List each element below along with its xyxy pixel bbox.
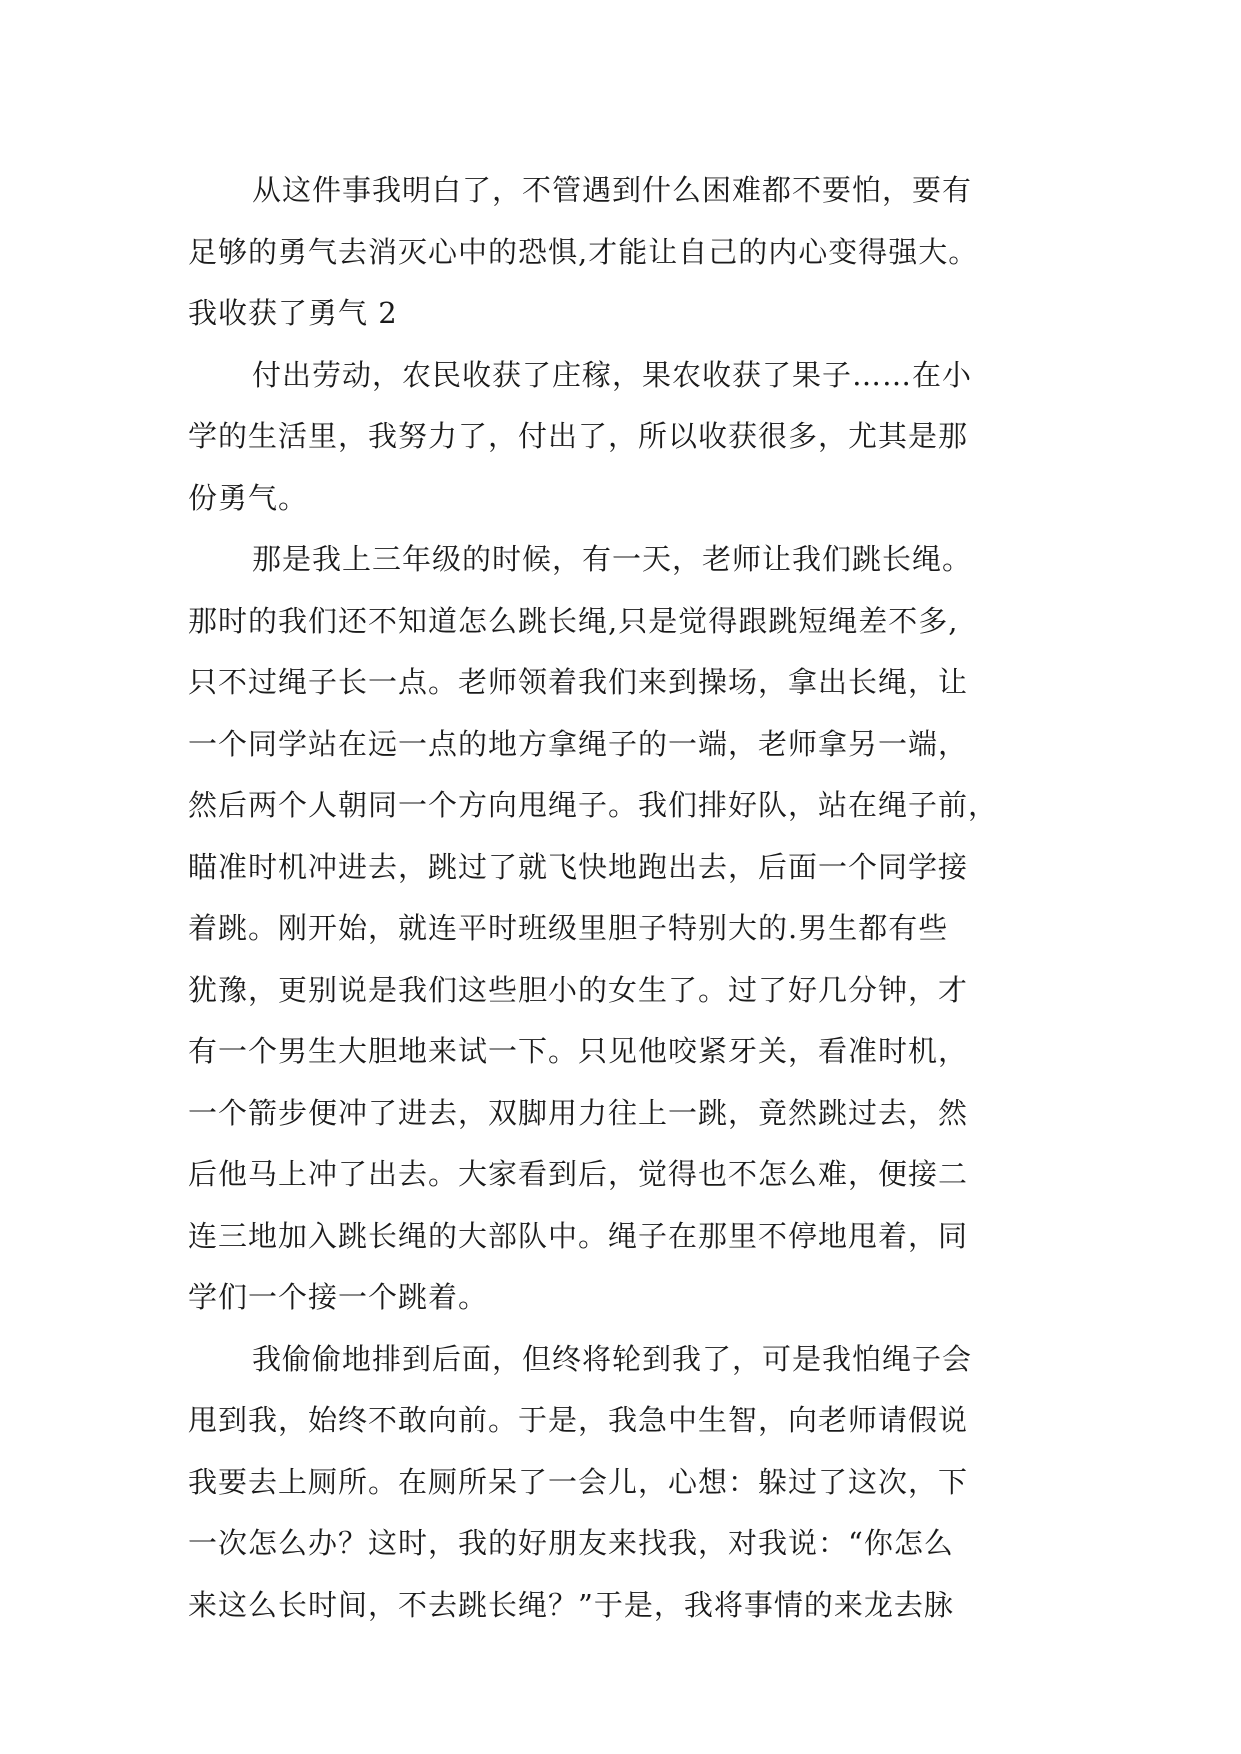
paragraph-line: 一次怎么办？这时，我的好朋友来找我，对我说：“你怎么 [188, 1526, 954, 1560]
paragraph-line: 犹豫，更别说是我们这些胆小的女生了。过了好几分钟，才 [188, 972, 969, 1007]
paragraph-line: 从这件事我明白了，不管遇到什么困难都不要怕，要有 [252, 173, 973, 207]
paragraph-line: 一个同学站在远一点的地方拿绳子的一端，老师拿另一端， [188, 726, 969, 761]
paragraph-line: 份勇气。 [188, 480, 309, 515]
paragraph-line: 甩到我，始终不敢向前。于是，我急中生智，向老师请假说 [188, 1403, 969, 1437]
paragraph-line: 那时的我们还不知道怎么跳长绳,只是觉得跟跳短绳差不多, [188, 603, 959, 638]
document-body [188, 160, 1068, 1636]
paragraph-line: 我要去上厕所。在厕所呆了一会儿，心想：躲过了这次，下 [188, 1464, 969, 1499]
paragraph-line: 一个箭步便冲了进去，双脚用力往上一跳，竟然跳过去，然 [188, 1095, 969, 1130]
paragraph-line: 那是我上三年级的时候，有一天，老师让我们跳长绳。 [252, 542, 973, 576]
paragraph-line: 有一个男生大胆地来试一下。只见他咬紧牙关，看准时机， [188, 1034, 969, 1068]
paragraph-line: 学的生活里，我努力了，付出了，所以收获很多，尤其是那 [188, 419, 969, 453]
paragraph-line: 后他马上冲了出去。大家看到后，觉得也不怎么难，便接二 [188, 1157, 969, 1191]
paragraph-line: 来这么长时间，不去跳长绳？”于是，我将事情的来龙去脉 [188, 1587, 954, 1622]
paragraph-line: 足够的勇气去消灭心中的恐惧,才能让自己的内心变得强大。 [188, 234, 979, 269]
paragraph-line: 瞄准时机冲进去，跳过了就飞快地跑出去，后面一个同学接 [188, 849, 969, 884]
paragraph-line: 学们一个接一个跳着。 [188, 1280, 489, 1314]
paragraph-line: 着跳。刚开始，就连平时班级里胆子特别大的.男生都有些 [188, 911, 949, 945]
paragraph-line: 连三地加入跳长绳的大部队中。绳子在那里不停地甩着，同 [188, 1218, 969, 1253]
paragraph-line: 我偷偷地排到后面，但终将轮到我了，可是我怕绳子会 [252, 1341, 973, 1376]
section-heading: 我收获了勇气 2 [188, 296, 398, 330]
paragraph-line: 只不过绳子长一点。老师领着我们来到操场，拿出长绳，让 [188, 665, 969, 699]
paragraph-line: 然后两个人朝同一个方向甩绳子。我们排好队，站在绳子前， [188, 788, 999, 822]
paragraph-line: 付出劳动，农民收获了庄稼，果农收获了果子……在小 [252, 357, 973, 392]
